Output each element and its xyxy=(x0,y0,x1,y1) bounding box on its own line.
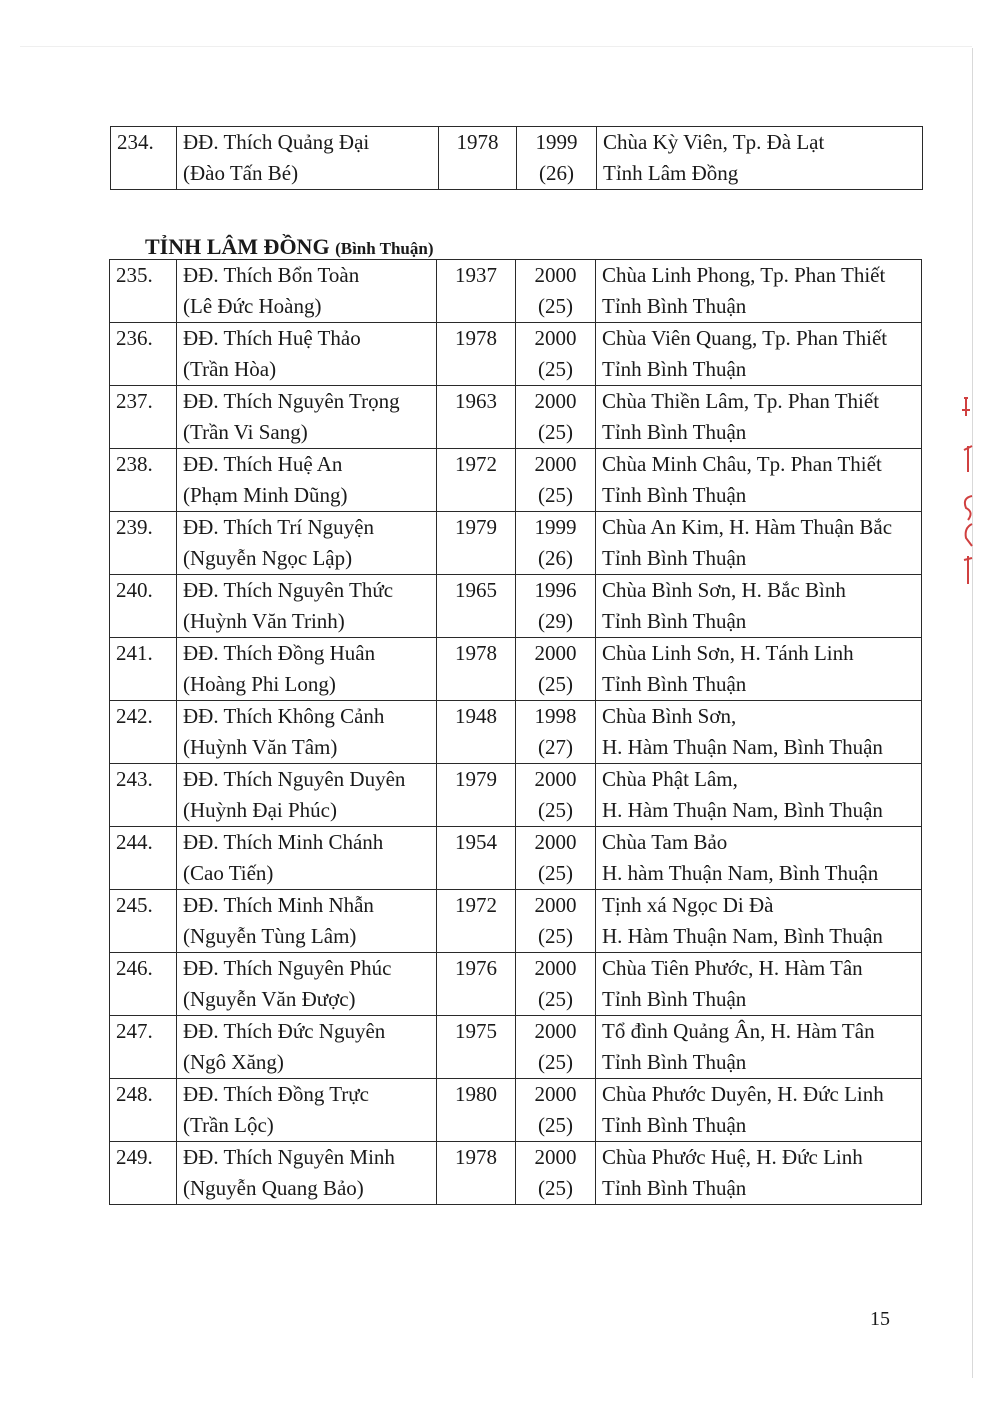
ordination-age: (25) xyxy=(538,420,573,444)
birth-year-cell xyxy=(437,701,516,764)
ordination-cell xyxy=(516,1016,596,1079)
birth-year-cell xyxy=(437,1016,516,1079)
temple-name: Chùa Thiền Lâm, Tp. Phan Thiết xyxy=(602,389,880,413)
row-number: 247. xyxy=(116,1019,153,1043)
ordination-year: 2000 xyxy=(534,1145,577,1169)
birth-year-cell xyxy=(437,575,516,638)
name-cell xyxy=(177,386,437,449)
lay-name: (Huỳnh Đại Phúc) xyxy=(183,798,337,822)
table-row xyxy=(110,575,922,638)
ordination-cell xyxy=(516,575,596,638)
ordination-age: (25) xyxy=(538,1050,573,1074)
row-number-cell xyxy=(110,638,177,701)
birth-year: 1976 xyxy=(455,956,497,980)
row-number-cell xyxy=(110,512,177,575)
birth-year: 1954 xyxy=(455,830,497,854)
ordination-year: 2000 xyxy=(534,1019,577,1043)
ordination-year: 1996 xyxy=(534,578,577,602)
row-number: 237. xyxy=(116,389,153,413)
page-top-edge xyxy=(20,46,972,47)
birth-year-cell xyxy=(437,323,516,386)
ordination-cell xyxy=(516,890,596,953)
dharma-name: ĐĐ. Thích Bổn Toàn xyxy=(183,263,360,287)
lay-name: (Nguyễn Ngọc Lập) xyxy=(183,546,353,570)
birth-year: 1948 xyxy=(455,704,497,728)
birth-year: 1980 xyxy=(455,1082,497,1106)
ordination-cell xyxy=(516,953,596,1016)
birth-year: 1978 xyxy=(455,1145,497,1169)
temple-name: Chùa Phước Huệ, H. Đức Linh xyxy=(602,1145,863,1169)
temple-cell xyxy=(596,1079,922,1142)
row-number-cell xyxy=(110,386,177,449)
name-cell xyxy=(177,764,437,827)
birth-year-cell xyxy=(437,764,516,827)
section-title: TỈNH LÂM ĐỒNG xyxy=(145,234,330,259)
ordination-age: (25) xyxy=(538,987,573,1011)
temple-name: Chùa Kỳ Viên, Tp. Đà Lạt xyxy=(603,130,825,154)
section-subtitle: (Bình Thuận) xyxy=(335,239,434,258)
ordination-age: (25) xyxy=(538,357,573,381)
name-cell xyxy=(177,638,437,701)
dharma-name: ĐĐ. Thích Nguyên Duyên xyxy=(183,767,406,791)
table-row xyxy=(110,764,922,827)
row-number-cell xyxy=(110,449,177,512)
table-row xyxy=(110,638,922,701)
birth-year: 1978 xyxy=(456,130,499,154)
temple-location: Tỉnh Bình Thuận xyxy=(602,609,747,633)
birth-year-cell xyxy=(437,449,516,512)
ordination-year: 2000 xyxy=(534,956,577,980)
continued-table xyxy=(110,126,923,190)
ordination-age: (25) xyxy=(538,798,573,822)
temple-location: Tỉnh Bình Thuận xyxy=(602,1176,747,1200)
name-cell xyxy=(177,127,439,190)
ordination-cell xyxy=(516,638,596,701)
row-number: 240. xyxy=(116,578,153,602)
ordination-age: (29) xyxy=(538,609,573,633)
temple-name: Chùa An Kim, H. Hàm Thuận Bắc xyxy=(602,515,893,539)
birth-year-cell xyxy=(437,1142,516,1205)
row-number: 246. xyxy=(116,956,153,980)
row-number-cell xyxy=(110,764,177,827)
temple-name: Chùa Viên Quang, Tp. Phan Thiết xyxy=(602,326,888,350)
birth-year: 1978 xyxy=(455,641,497,665)
temple-name: Chùa Bình Sơn, xyxy=(602,704,737,728)
ordination-cell xyxy=(516,386,596,449)
birth-year: 1972 xyxy=(455,452,497,476)
dharma-name: ĐĐ. Thích Không Cảnh xyxy=(183,704,385,728)
temple-cell xyxy=(596,953,922,1016)
lay-name: (Đào Tấn Bé) xyxy=(183,161,299,185)
lay-name: (Nguyễn Tùng Lâm) xyxy=(183,924,357,948)
temple-cell xyxy=(596,512,922,575)
temple-location: Tỉnh Bình Thuận xyxy=(602,357,747,381)
row-number-cell xyxy=(110,323,177,386)
temple-name: Chùa Linh Phong, Tp. Phan Thiết xyxy=(602,263,886,287)
temple-location: Tỉnh Bình Thuận xyxy=(602,294,747,318)
temple-location: H. Hàm Thuận Nam, Bình Thuận xyxy=(602,735,883,759)
row-number-cell xyxy=(111,127,177,190)
ordination-year: 2000 xyxy=(534,1082,577,1106)
ordination-age: (25) xyxy=(538,861,573,885)
birth-year-cell xyxy=(437,1079,516,1142)
ordination-cell xyxy=(516,323,596,386)
row-number: 243. xyxy=(116,767,153,791)
birth-year: 1975 xyxy=(455,1019,497,1043)
table-row xyxy=(110,386,922,449)
margin-scribble-marks xyxy=(958,388,980,588)
ordination-year: 2000 xyxy=(534,326,577,350)
name-cell xyxy=(177,890,437,953)
section-heading xyxy=(145,234,434,260)
page-number: 15 xyxy=(870,1308,890,1330)
birth-year-cell xyxy=(437,512,516,575)
birth-year: 1972 xyxy=(455,893,497,917)
lay-name: (Ngô Xăng) xyxy=(183,1050,284,1074)
ordination-age: (25) xyxy=(538,483,573,507)
table-row xyxy=(110,953,922,1016)
ordination-age: (25) xyxy=(538,672,573,696)
lay-name: (Phạm Minh Dũng) xyxy=(183,483,348,507)
ordination-cell xyxy=(516,701,596,764)
dharma-name: ĐĐ. Thích Nguyên Thức xyxy=(183,578,394,602)
temple-cell xyxy=(596,575,922,638)
name-cell xyxy=(177,1016,437,1079)
ordination-age: (25) xyxy=(538,1176,573,1200)
temple-cell xyxy=(596,323,922,386)
ordination-year: 2000 xyxy=(534,389,577,413)
row-number-cell xyxy=(110,890,177,953)
birth-year-cell xyxy=(437,386,516,449)
ordination-year: 1998 xyxy=(534,704,577,728)
temple-cell xyxy=(596,449,922,512)
temple-location: Tỉnh Lâm Đồng xyxy=(603,161,739,185)
dharma-name: ĐĐ. Thích Nguyên Trọng xyxy=(183,389,400,413)
lay-name: (Trần Hòa) xyxy=(183,357,277,381)
ordination-year: 1999 xyxy=(534,515,577,539)
dharma-name: ĐĐ. Thích Quảng Đại xyxy=(183,130,370,154)
birth-year: 1963 xyxy=(455,389,497,413)
temple-cell xyxy=(596,260,922,323)
row-number-cell xyxy=(110,1142,177,1205)
table-row xyxy=(110,260,922,323)
ordination-cell xyxy=(516,1142,596,1205)
name-cell xyxy=(177,701,437,764)
temple-name: Tịnh xá Ngọc Di Đà xyxy=(602,893,774,917)
birth-year-cell xyxy=(439,127,517,190)
ordination-year: 2000 xyxy=(534,767,577,791)
ordination-year: 2000 xyxy=(534,452,577,476)
temple-cell xyxy=(596,701,922,764)
birth-year-cell xyxy=(437,890,516,953)
lay-name: (Hoàng Phi Long) xyxy=(183,672,336,696)
row-number: 248. xyxy=(116,1082,153,1106)
table-row xyxy=(110,449,922,512)
table-row xyxy=(110,890,922,953)
temple-cell xyxy=(596,1016,922,1079)
name-cell xyxy=(177,1079,437,1142)
temple-name: Chùa Minh Châu, Tp. Phan Thiết xyxy=(602,452,882,476)
table-row xyxy=(110,701,922,764)
lay-name: (Trần Vi Sang) xyxy=(183,420,308,444)
ordination-year: 2000 xyxy=(534,263,577,287)
row-number-cell xyxy=(110,827,177,890)
name-cell xyxy=(177,953,437,1016)
temple-name: Chùa Bình Sơn, H. Bắc Bình xyxy=(602,578,846,602)
name-cell xyxy=(177,512,437,575)
ordination-cell xyxy=(516,827,596,890)
temple-location: H. hàm Thuận Nam, Bình Thuận xyxy=(602,861,879,885)
temple-cell xyxy=(596,827,922,890)
ordination-year: 1999 xyxy=(535,130,578,154)
row-number: 234. xyxy=(117,130,154,154)
row-number-cell xyxy=(110,575,177,638)
birth-year-cell xyxy=(437,953,516,1016)
birth-year-cell xyxy=(437,638,516,701)
temple-location: Tỉnh Bình Thuận xyxy=(602,483,747,507)
ordination-cell xyxy=(517,127,597,190)
lay-name: (Trần Lộc) xyxy=(183,1113,274,1137)
row-number: 244. xyxy=(116,830,153,854)
row-number: 235. xyxy=(116,263,153,287)
temple-name: Chùa Phước Duyên, H. Đức Linh xyxy=(602,1082,884,1106)
row-number-cell xyxy=(110,1079,177,1142)
lay-name: (Huỳnh Văn Trinh) xyxy=(183,609,345,633)
row-number-cell xyxy=(110,701,177,764)
page-right-edge xyxy=(972,48,973,1378)
ordination-year: 2000 xyxy=(534,830,577,854)
birth-year: 1978 xyxy=(455,326,497,350)
dharma-name: ĐĐ. Thích Minh Nhẫn xyxy=(183,893,374,917)
dharma-name: ĐĐ. Thích Nguyên Phúc xyxy=(183,956,392,980)
row-number: 245. xyxy=(116,893,153,917)
lay-name: (Huỳnh Văn Tâm) xyxy=(183,735,338,759)
ordination-age: (25) xyxy=(538,1113,573,1137)
birth-year-cell xyxy=(437,827,516,890)
table-row xyxy=(110,323,922,386)
ordination-age: (26) xyxy=(539,161,574,185)
temple-cell xyxy=(597,127,923,190)
table-row xyxy=(111,127,923,190)
table-row xyxy=(110,1142,922,1205)
name-cell xyxy=(177,449,437,512)
dharma-name: ĐĐ. Thích Đồng Trực xyxy=(183,1082,370,1106)
dharma-name: ĐĐ. Thích Minh Chánh xyxy=(183,830,384,854)
temple-location: Tỉnh Bình Thuận xyxy=(602,420,747,444)
ordination-cell xyxy=(516,764,596,827)
dharma-name: ĐĐ. Thích Đồng Huân xyxy=(183,641,376,665)
lay-name: (Nguyễn Quang Bảo) xyxy=(183,1176,364,1200)
ordination-age: (25) xyxy=(538,294,573,318)
ordination-cell xyxy=(516,512,596,575)
birth-year: 1979 xyxy=(455,515,497,539)
ordination-age: (27) xyxy=(538,735,573,759)
name-cell xyxy=(177,827,437,890)
row-number: 241. xyxy=(116,641,153,665)
row-number-cell xyxy=(110,1016,177,1079)
row-number: 242. xyxy=(116,704,153,728)
birth-year-cell xyxy=(437,260,516,323)
row-number: 249. xyxy=(116,1145,153,1169)
table-row xyxy=(110,1079,922,1142)
dharma-name: ĐĐ. Thích Nguyên Minh xyxy=(183,1145,395,1169)
name-cell xyxy=(177,260,437,323)
birth-year: 1937 xyxy=(455,263,497,287)
temple-name: Chùa Tiên Phước, H. Hàm Tân xyxy=(602,956,863,980)
temple-cell xyxy=(596,638,922,701)
temple-name: Tổ đình Quảng Ân, H. Hàm Tân xyxy=(602,1019,875,1043)
ordination-cell xyxy=(516,449,596,512)
ordination-age: (25) xyxy=(538,924,573,948)
ordination-cell xyxy=(516,1079,596,1142)
temple-name: Chùa Tam Bảo xyxy=(602,830,728,854)
name-cell xyxy=(177,1142,437,1205)
ordination-age: (26) xyxy=(538,546,573,570)
temple-location: Tỉnh Bình Thuận xyxy=(602,987,747,1011)
table-row xyxy=(110,827,922,890)
temple-location: H. Hàm Thuận Nam, Bình Thuận xyxy=(602,798,883,822)
row-number-cell xyxy=(110,260,177,323)
temple-cell xyxy=(596,1142,922,1205)
row-number-cell xyxy=(110,953,177,1016)
temple-name: Chùa Linh Sơn, H. Tánh Linh xyxy=(602,641,854,665)
row-number: 238. xyxy=(116,452,153,476)
lay-name: (Cao Tiến) xyxy=(183,861,274,885)
lay-name: (Nguyễn Văn Được) xyxy=(183,987,356,1011)
dharma-name: ĐĐ. Thích Đức Nguyên xyxy=(183,1019,386,1043)
row-number: 239. xyxy=(116,515,153,539)
temple-location: Tỉnh Bình Thuận xyxy=(602,546,747,570)
table-row xyxy=(110,512,922,575)
temple-location: Tỉnh Bình Thuận xyxy=(602,1050,747,1074)
dharma-name: ĐĐ. Thích Huệ Thảo xyxy=(183,326,361,350)
dharma-name: ĐĐ. Thích Huệ An xyxy=(183,452,343,476)
temple-name: Chùa Phật Lâm, xyxy=(602,767,738,791)
temple-location: Tỉnh Bình Thuận xyxy=(602,672,747,696)
temple-cell xyxy=(596,764,922,827)
name-cell xyxy=(177,575,437,638)
ordination-year: 2000 xyxy=(534,641,577,665)
temple-location: H. Hàm Thuận Nam, Bình Thuận xyxy=(602,924,883,948)
monk-table xyxy=(109,259,922,1205)
ordination-year: 2000 xyxy=(534,893,577,917)
temple-cell xyxy=(596,386,922,449)
birth-year: 1965 xyxy=(455,578,497,602)
table-row xyxy=(110,1016,922,1079)
birth-year: 1979 xyxy=(455,767,497,791)
ordination-cell xyxy=(516,260,596,323)
lay-name: (Lê Đức Hoàng) xyxy=(183,294,322,318)
temple-cell xyxy=(596,890,922,953)
name-cell xyxy=(177,323,437,386)
dharma-name: ĐĐ. Thích Trí Nguyện xyxy=(183,515,374,539)
row-number: 236. xyxy=(116,326,153,350)
temple-location: Tỉnh Bình Thuận xyxy=(602,1113,747,1137)
